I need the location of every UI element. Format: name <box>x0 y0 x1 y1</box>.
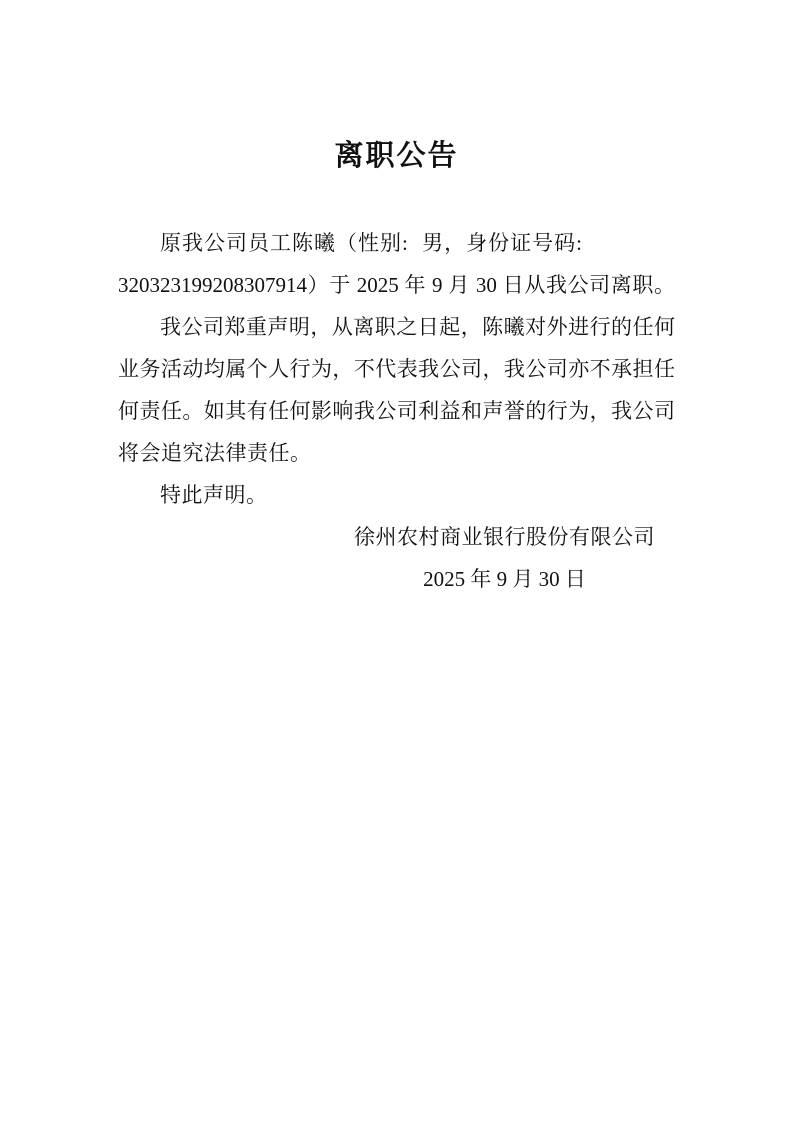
body-line-3: 我公司郑重声明，从离职之日起，陈曦对外进行的任何 <box>160 315 675 339</box>
document-title: 离职公告 <box>334 140 459 172</box>
signature-block <box>118 516 675 600</box>
closing-statement: 特此声明。 <box>160 483 268 507</box>
body-line-1: 原我公司员工陈曦（性别: 男，身份证号码: <box>160 231 583 255</box>
body-line-2: 320323199208307914）于 2025 年 9 月 30 日从我公司离职。 <box>118 273 675 297</box>
signature-date: 2025 年 9 月 30 日 <box>423 567 586 591</box>
body-line-4: 业务活动均属个人行为，不代表我公司，我公司亦不承担任 <box>118 357 675 381</box>
body-line-6: 将会追究法律责任。 <box>118 441 312 465</box>
body-line-5: 何责任。如其有任何影响我公司利益和声誉的行为，我公司 <box>118 399 675 423</box>
signature-inner <box>354 516 655 600</box>
signature-company: 徐州农村商业银行股份有限公司 <box>354 525 655 549</box>
document-body <box>118 222 675 516</box>
